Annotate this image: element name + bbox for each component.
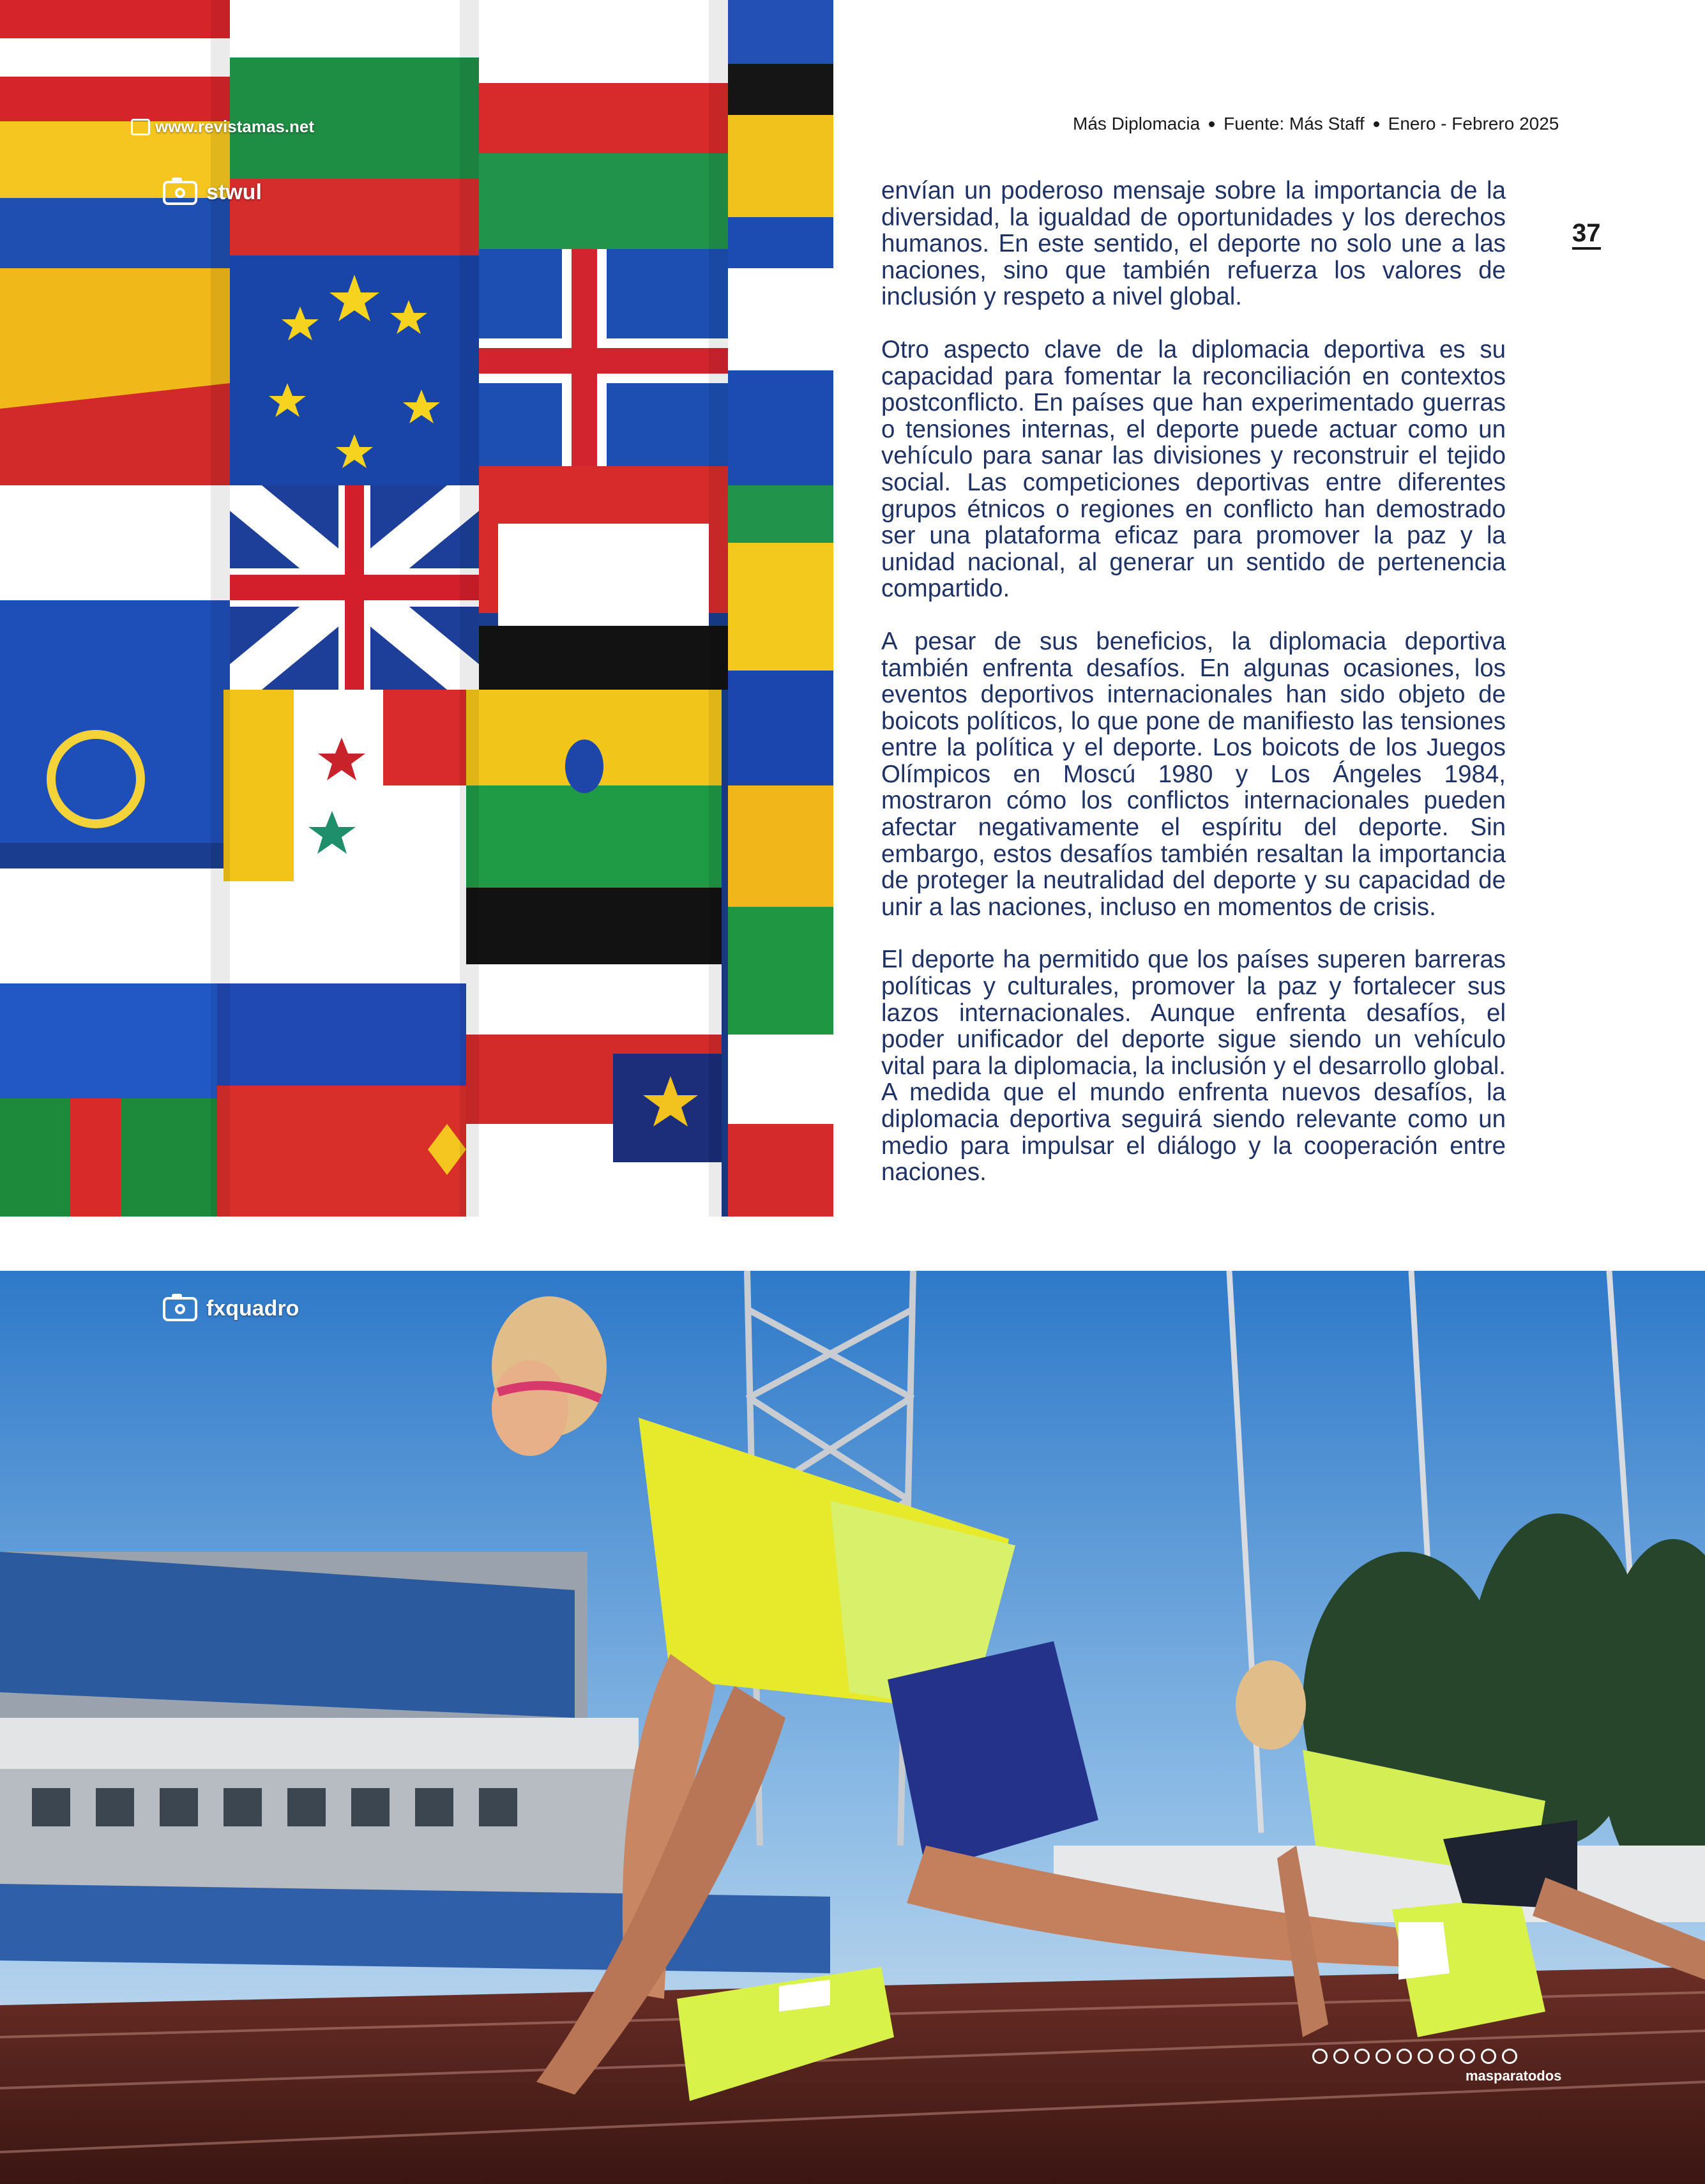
linkedin-icon[interactable] — [1460, 2049, 1475, 2064]
camera-icon — [163, 181, 197, 205]
header-issue: Enero - Febrero 2025 — [1388, 114, 1559, 133]
facebook-icon[interactable] — [1333, 2049, 1349, 2064]
photo-credit-track-label: fxquadro — [206, 1296, 299, 1321]
article-body — [881, 178, 1506, 1212]
track-photo — [0, 1271, 1705, 2184]
article-paragraph: A pesar de sus beneficios, la diplomacia deportiva también enfrenta desafíos. En algunas ocasiones, los eventos deportivos internacionales han sido objeto de boicots políticos, lo que pone de manifiesto las tensiones entre la política y el deporte. Los boicots de los Juegos Olímpicos en Moscú 1980 y Los Ángeles 1984, mostraron cómo los conflictos internacionales pueden afectar negativamente el espíritu del deporte. Sin embargo, estos desafíos también resaltan la importancia de proteger la neutralidad del deporte y su capacidad de unir a las naciones, incluso en momentos de crisis. — [881, 627, 1506, 921]
header-section: Más Diplomacia — [1073, 114, 1201, 133]
flags-illustration — [0, 0, 833, 1217]
threads-icon[interactable] — [1354, 2049, 1370, 2064]
social-handle[interactable]: masparatodos — [1466, 2068, 1562, 2084]
photo-credit-flags-label: stwul — [206, 180, 262, 204]
photo-credit-flags — [163, 180, 262, 205]
website-url[interactable] — [131, 117, 314, 137]
spotify-icon[interactable] — [1439, 2049, 1454, 2064]
podcast-icon[interactable] — [1502, 2049, 1517, 2064]
instagram-icon[interactable] — [1312, 2049, 1328, 2064]
social-icons — [1312, 2049, 1517, 2064]
x-icon[interactable] — [1375, 2049, 1391, 2064]
article-paragraph: Otro aspecto clave de la diplomacia deportiva es su capacidad para fomentar la reconciliación en contextos postconflicto. En países que han experimentado guerras o tensiones internas, el deporte puede actuar como un vehículo para sanar las divisiones y reconstruir el tejido social. Las competiciones deportivas entre diferentes grupos étnicos o regiones en conflicto han demostrado ser una plataforma eficaz para promover la paz y la unidad nacional, al generar un sentido de pertenencia compartido. — [881, 335, 1506, 603]
separator-dot — [1209, 121, 1215, 127]
separator-dot — [1374, 121, 1379, 127]
youtube-icon[interactable] — [1418, 2049, 1433, 2064]
page-header — [1073, 114, 1559, 134]
website-icon — [131, 119, 150, 135]
article-paragraph: envían un poderoso mensaje sobre la importancia de la diversidad, la igualdad de oportunidades y los derechos humanos. En este sentido, el deporte no solo une a las naciones, sino que también refuerza los valores de inclusión y respeto a nivel global. — [881, 177, 1506, 311]
flags-photo — [0, 0, 833, 1217]
camera-icon — [163, 1297, 197, 1321]
page-number: 37 — [1572, 220, 1601, 250]
header-source: Fuente: Más Staff — [1224, 114, 1365, 133]
article-paragraph: El deporte ha permitido que los países superen barreras políticas y culturales, promover la paz y fortalecer sus lazos internacionales. Aunque enfrenta desafíos, el poder unificador del deporte sigue siendo un vehículo vital para la diplomacia, la inclusión y el desarrollo global. A medida que el mundo enfrenta nuevos desafíos, la diplomacia deportiva seguirá siendo relevante como un medio para impulsar el diálogo y la cooperación entre naciones. — [881, 946, 1506, 1187]
tiktok-icon[interactable] — [1397, 2049, 1412, 2064]
website-label: www.revistamas.net — [155, 117, 315, 136]
athletes-illustration — [0, 1271, 1705, 2184]
rss-icon[interactable] — [1481, 2049, 1496, 2064]
photo-credit-track — [163, 1296, 299, 1321]
